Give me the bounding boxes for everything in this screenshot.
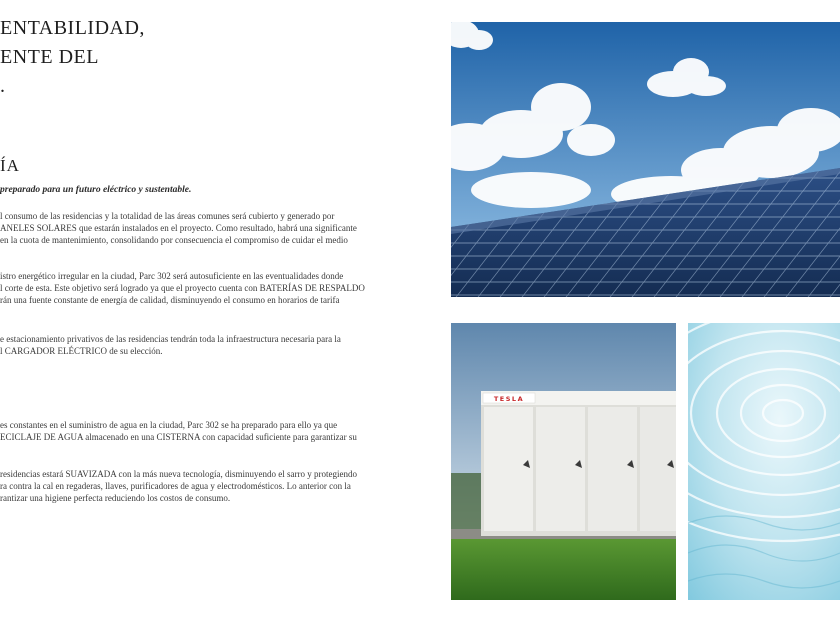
- text-line: residencias estará SUAVIZADA con la más nueva tecnología, disminuyendo el sarro y protegiendo: [0, 469, 357, 479]
- text-line: rán una fuente constante de energía de calidad, disminuyendo el consumo en horarios de tarifa: [0, 295, 340, 306]
- water-ripples-image: [688, 323, 840, 600]
- text-line: l CARGADOR ELÉCTRICO de su elección.: [0, 346, 163, 357]
- energy-section-subtitle: preparado para un futuro eléctrico y sustentable.: [0, 185, 192, 195]
- tesla-logo: TESLA: [493, 395, 525, 403]
- title-line-1: ENTABILIDAD,: [0, 17, 145, 39]
- ev-charger-paragraph: [0, 333, 341, 357]
- text-line: e estacionamiento privativos de las residencias tendrán toda la infraestructura necesaria para la: [0, 334, 341, 344]
- title-line-2: ENTE DEL: [0, 46, 99, 68]
- water-recycling-paragraph: [0, 419, 357, 443]
- text-line: ANELES SOLARES que estarán instalados en el proyecto. Como resultado, habrá una significante: [0, 223, 357, 234]
- title-line-3: .: [0, 75, 6, 97]
- solar-panels-paragraph: [0, 210, 357, 247]
- backup-batteries-paragraph: [0, 270, 365, 307]
- text-line: ECICLAJE DE AGUA almacenado en una CISTERNA con capacidad suficiente para garantizar su: [0, 432, 357, 443]
- page-title: [0, 14, 145, 101]
- solar-panels-image: [451, 22, 840, 297]
- backup-battery-image: [451, 323, 676, 600]
- text-line: en la cuota de mantenimiento, consolidando por consecuencia el compromiso de cuidar el medio: [0, 235, 348, 246]
- text-line: rantizar una higiene perfecta reduciendo los costos de consumo.: [0, 493, 231, 504]
- text-line: l corte de esta. Este objetivo será logrado ya que el proyecto cuenta con BATERÍAS DE RESPALDO: [0, 283, 365, 294]
- text-line: istro energético irregular en la ciudad, Parc 302 será autosuficiente en las eventualidades donde: [0, 271, 344, 281]
- text-line: l consumo de las residencias y la totalidad de las áreas comunes será cubierto y generado por: [0, 211, 335, 221]
- text-line: ra contra la cal en regaderas, llaves, purificadores de agua y electrodomésticos. Lo anterior con la: [0, 481, 351, 492]
- water-softener-paragraph: [0, 468, 357, 505]
- text-line: es constantes en el suministro de agua en la ciudad, Parc 302 se ha preparado para ello ya que: [0, 420, 338, 430]
- energy-section-heading: ÍA: [0, 156, 20, 175]
